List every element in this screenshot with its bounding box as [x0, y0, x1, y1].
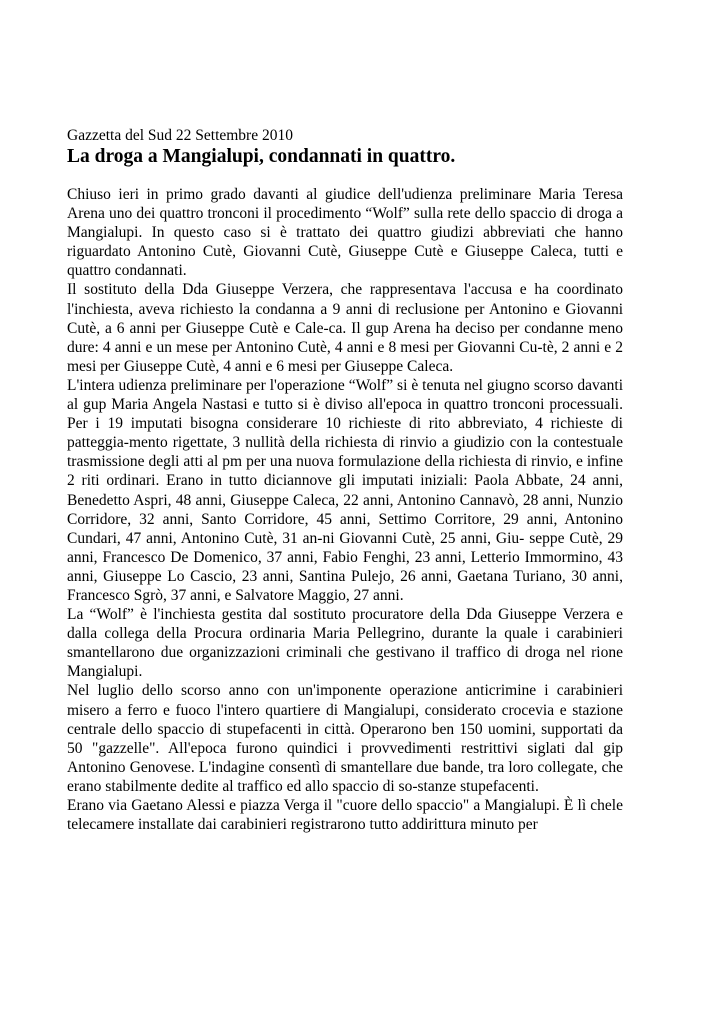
article-paragraph: Erano via Gaetano Alessi e piazza Verga il "cuore dello spaccio" a Mangialupi. È lì chele telecamere installate dai carabinieri registrarono tutto addirittura minuto per: [67, 797, 623, 834]
article-paragraph: Chiuso ieri in primo grado davanti al giudice dell'udienza preliminare Maria Teresa Arena uno dei quattro tronconi il procedimento “Wolf” sulla rete dello spaccio di droga a Mangialupi. In questo caso si è trattato dei quattro giudizi abbreviati che hanno riguardato Antonino Cutè, Giovanni Cutè, Giuseppe Cutè e Giuseppe Caleca, tutti e quattro condannati.: [67, 186, 623, 280]
article-paragraph: L'intera udienza preliminare per l'operazione “Wolf” si è tenuta nel giugno scorso davanti al gup Maria Angela Nastasi e tutto si è diviso all'epoca in quattro tronconi processuali. Per i 19 imputati bisogna considerare 10 richieste di rito abbreviato, 4 richieste di patteggia-mento rigettate, 3 nullità della richiesta di rinvio a giudizio con la contestuale trasmissione degli atti al pm per una nuova formulazione della richiesta di rinvio, e infine 2 riti ordinari. Erano in tutto diciannove gli imputati iniziali: Paola Abbate, 24 anni, Benedetto Aspri, 48 anni, Giuseppe Caleca, 22 anni, Antonino Cannavò, 28 anni, Nunzio Corridore, 32 anni, Santo Corridore, 45 anni, Settimo Corritore, 29 anni, Antonino Cundari, 47 anni, Antonino Cutè, 31 an-ni Giovanni Cutè, 25 anni, Giu- seppe Cutè, 29 anni, Francesco De Domenico, 37 anni, Fabio Fenghi, 23 anni, Letterio Immormino, 43 anni, Giuseppe Lo Cascio, 23 anni, Santina Pulejo, 26 anni, Gaetana Turiano, 30 anni, Francesco Sgrò, 37 anni, e Salvatore Maggio, 27 anni.: [67, 376, 623, 604]
article-body: [67, 185, 623, 834]
article-paragraph: Nel luglio dello scorso anno con un'imponente operazione anticrimine i carabinieri misero a ferro e fuoco l'intero quartiere di Mangialupi, considerato crocevia e stazione centrale dello spaccio di stupefacenti in città. Operarono ben 150 uomini, supportati da 50 "gazzelle". All'epoca furono quindici i provvedimenti restrittivi siglati dal gip Antonino Genovese. L'indagine consentì di smantellare due bande, tra loro collegate, che erano stabilmente dedite al traffico ed allo spaccio di so-stanze stupefacenti.: [67, 682, 623, 795]
article-paragraph: La “Wolf” è l'inchiesta gestita dal sostituto procuratore della Dda Giuseppe Verzera e dalla collega della Procura ordinaria Maria Pellegrino, durante la quale i carabinieri smantellarono due organizzazioni criminali che gestivano il traffico di droga nel rione Mangialupi.: [67, 606, 623, 681]
article-source: Gazzetta del Sud 22 Settembre 2010: [67, 127, 293, 144]
article-paragraph: Il sostituto della Dda Giuseppe Verzera, che rappresentava l'accusa e ha coordinato l'inchiesta, aveva richiesto la condanna a 9 anni di reclusione per Antonino e Giovanni Cutè, a 6 anni per Giuseppe Cutè e Cale-ca. Il gup Arena ha deciso per condanne meno dure: 4 anni e un mese per Antonino Cutè, 4 anni e 8 mesi per Giovanni Cu-tè, 2 anni e 2 mesi per Giuseppe Cutè, 4 anni e 6 mesi per Giuseppe Caleca.: [67, 281, 623, 375]
article-title: La droga a Mangialupi, condannati in quattro.: [67, 146, 456, 167]
document-page: [67, 126, 623, 834]
